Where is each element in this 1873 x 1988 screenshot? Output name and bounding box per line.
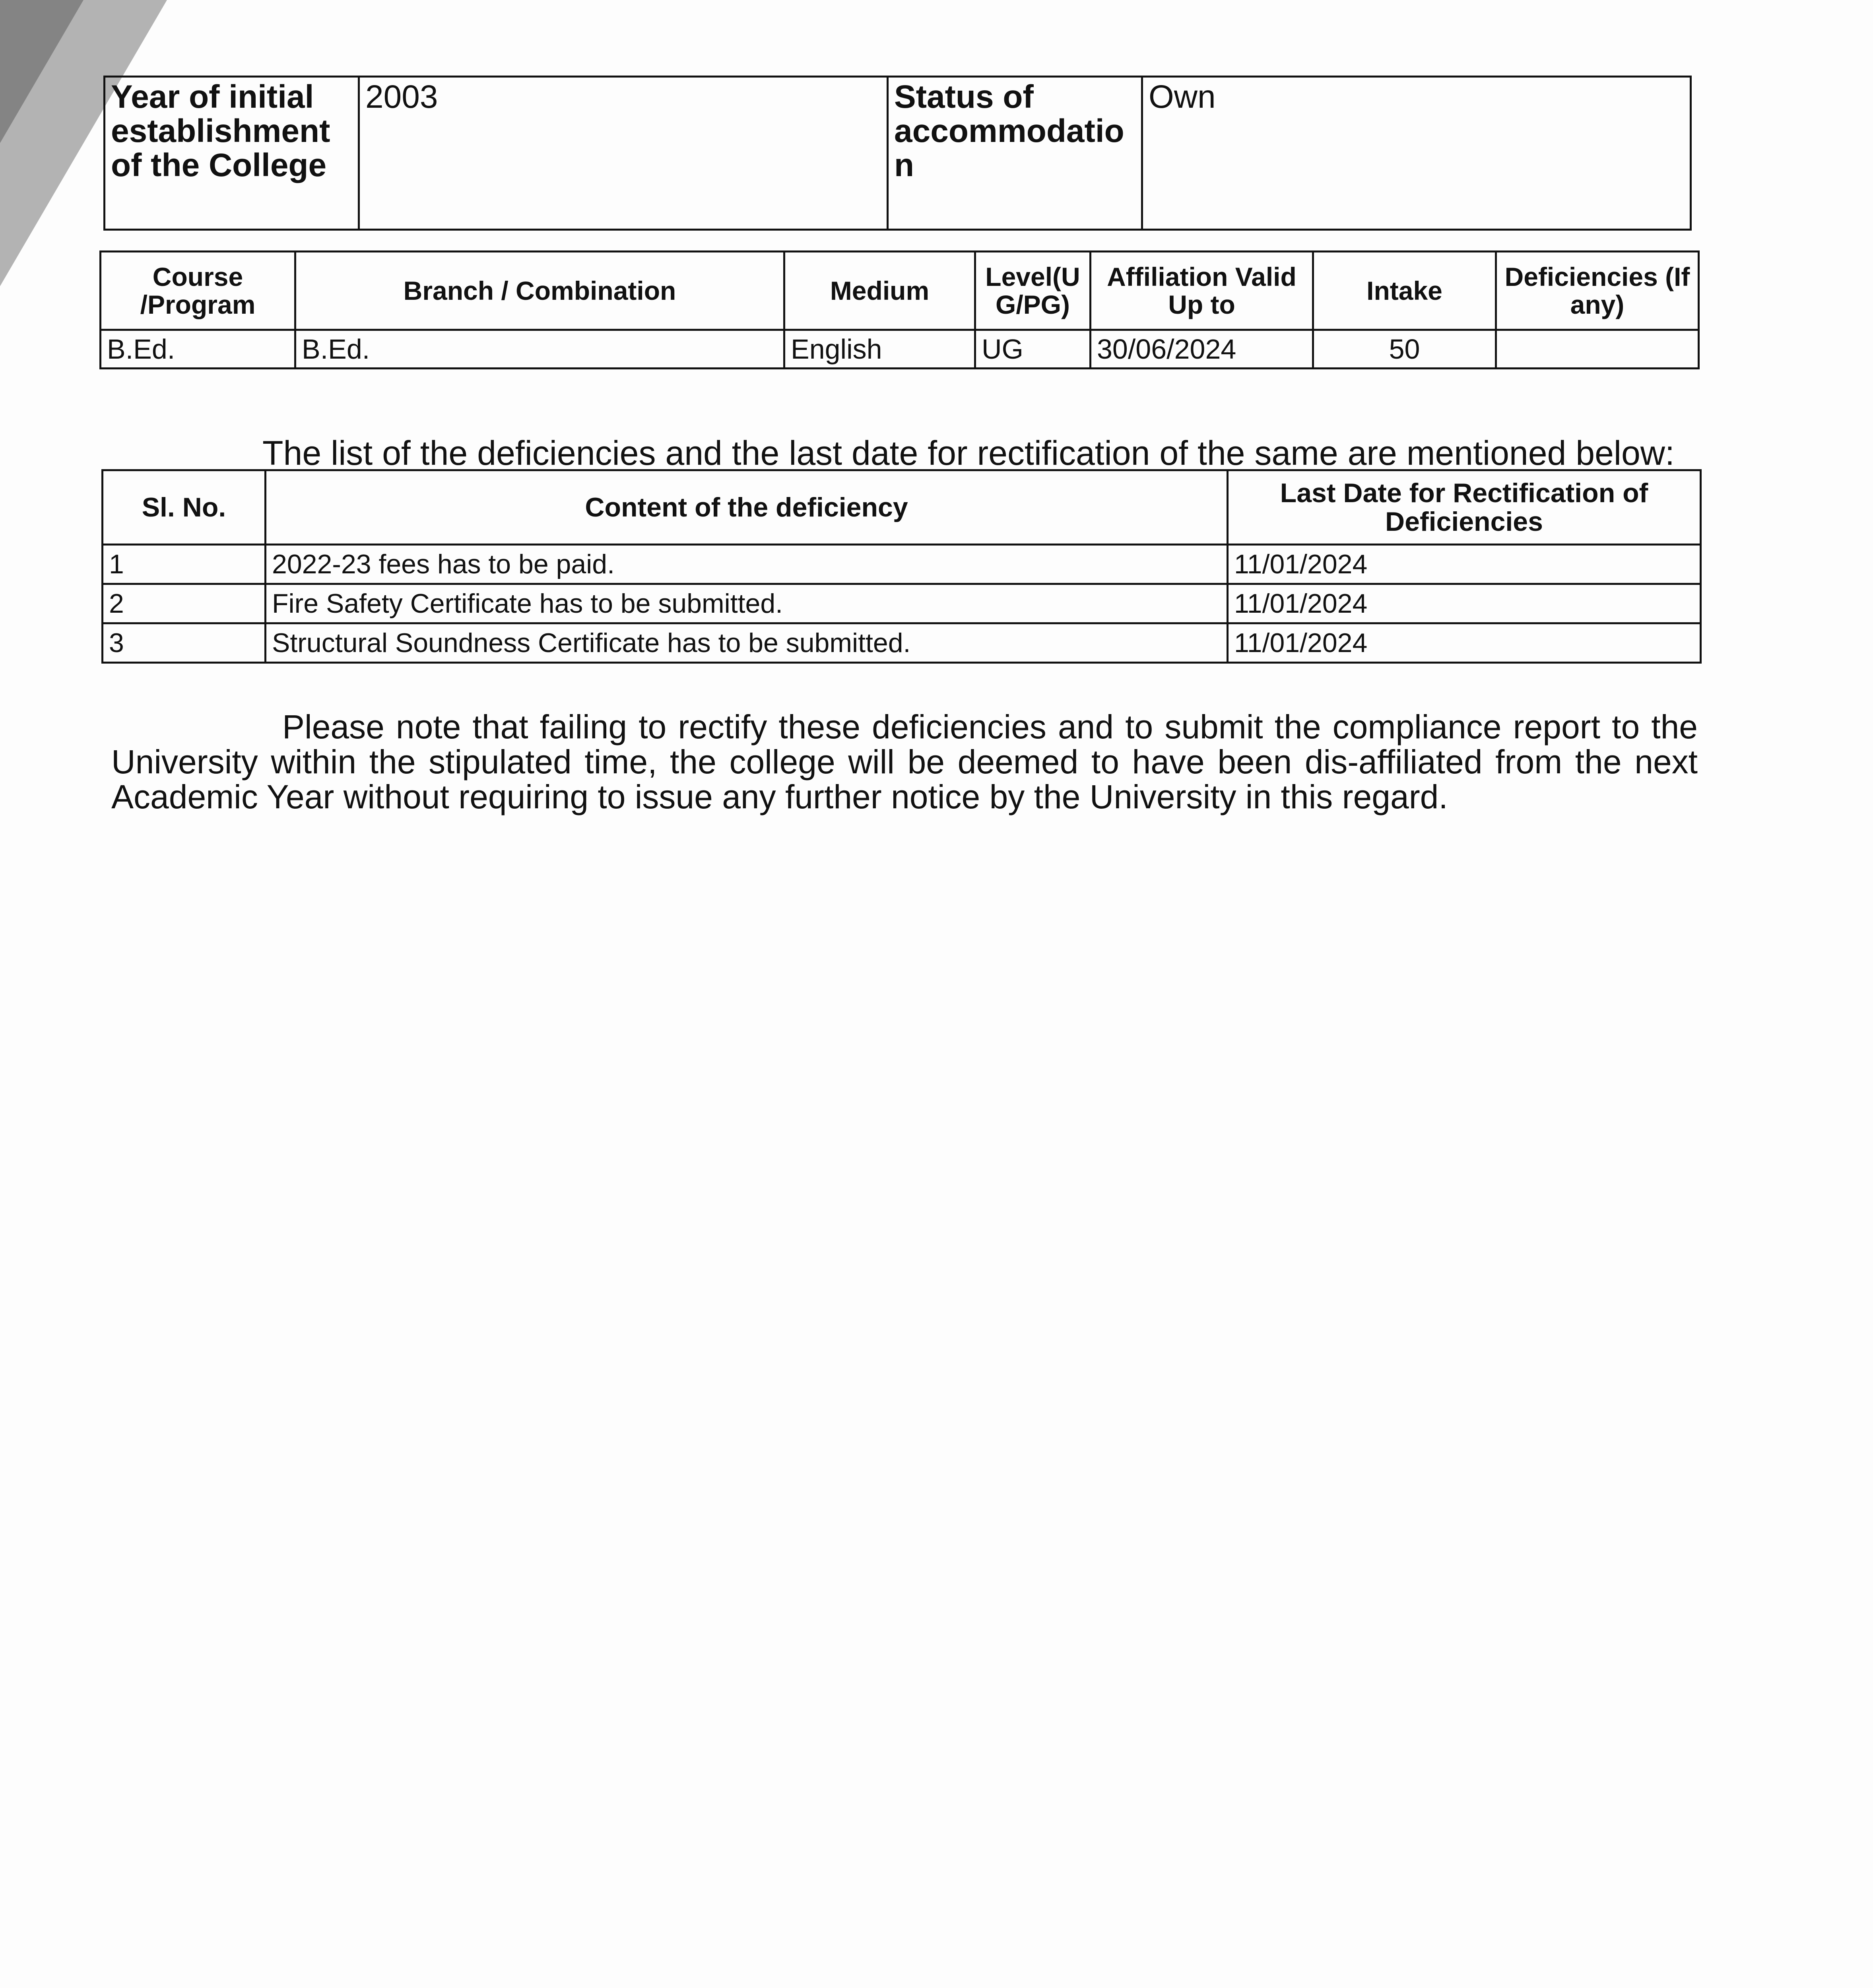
cell-intake: 50 [1313,330,1496,369]
deficiency-table-header-row [103,470,1701,545]
cell-deficiencies [1496,330,1699,369]
table-row [103,545,1701,584]
cell-last-date: 11/01/2024 [1228,545,1701,584]
header-course: Course /Program [101,252,295,330]
cell-last-date: 11/01/2024 [1228,623,1701,663]
cell-sl-no: 3 [103,623,266,663]
cell-content: 2022-23 fees has to be paid. [266,545,1228,584]
course-table-header-row [101,252,1699,330]
cell-sl-no: 1 [103,545,266,584]
header-level: Level(U G/PG) [975,252,1091,330]
cell-course: B.Ed. [101,330,295,369]
compliance-notice: Please note that failing to rectify these deficiencies and to submit the compliance report to the University within the stipulated time, the college will be deemed to have been dis-affiliated from the next Academic Year without requiring to issue any further notice by the University in this regard. [111,708,1698,815]
deficiency-table [101,469,1702,664]
header-branch: Branch / Combination [295,252,784,330]
header-affiliation: Affiliation Valid Up to [1091,252,1313,330]
header-last-date: Last Date for Rectification of Deficiencies [1228,470,1701,545]
table-row [101,330,1699,369]
header-medium: Medium [784,252,975,330]
table-row [103,584,1701,623]
header-deficiencies: Deficiencies (If any) [1496,252,1699,330]
status-label: Status of accommodatio n [888,77,1142,230]
cell-last-date: 11/01/2024 [1228,584,1701,623]
cell-content: Fire Safety Certificate has to be submitted. [266,584,1228,623]
status-value: Own [1142,77,1691,230]
college-info-table [103,76,1692,231]
table-row [103,623,1701,663]
header-sl-no: Sl. No. [103,470,266,545]
deficiency-intro: The list of the deficiencies and the last date for rectification of the same are mentioned below: [262,434,1675,472]
cell-level: UG [975,330,1091,369]
cell-content: Structural Soundness Certificate has to be submitted. [266,623,1228,663]
cell-branch: B.Ed. [295,330,784,369]
header-content: Content of the deficiency [266,470,1228,545]
cell-affiliation: 30/06/2024 [1091,330,1313,369]
year-value: 2003 [359,77,888,230]
year-label: Year of initial establishment of the College [105,77,359,230]
cell-medium: English [784,330,975,369]
course-table [99,250,1700,369]
cell-sl-no: 2 [103,584,266,623]
page-fold-shadow-inner [0,0,83,143]
header-intake: Intake [1313,252,1496,330]
